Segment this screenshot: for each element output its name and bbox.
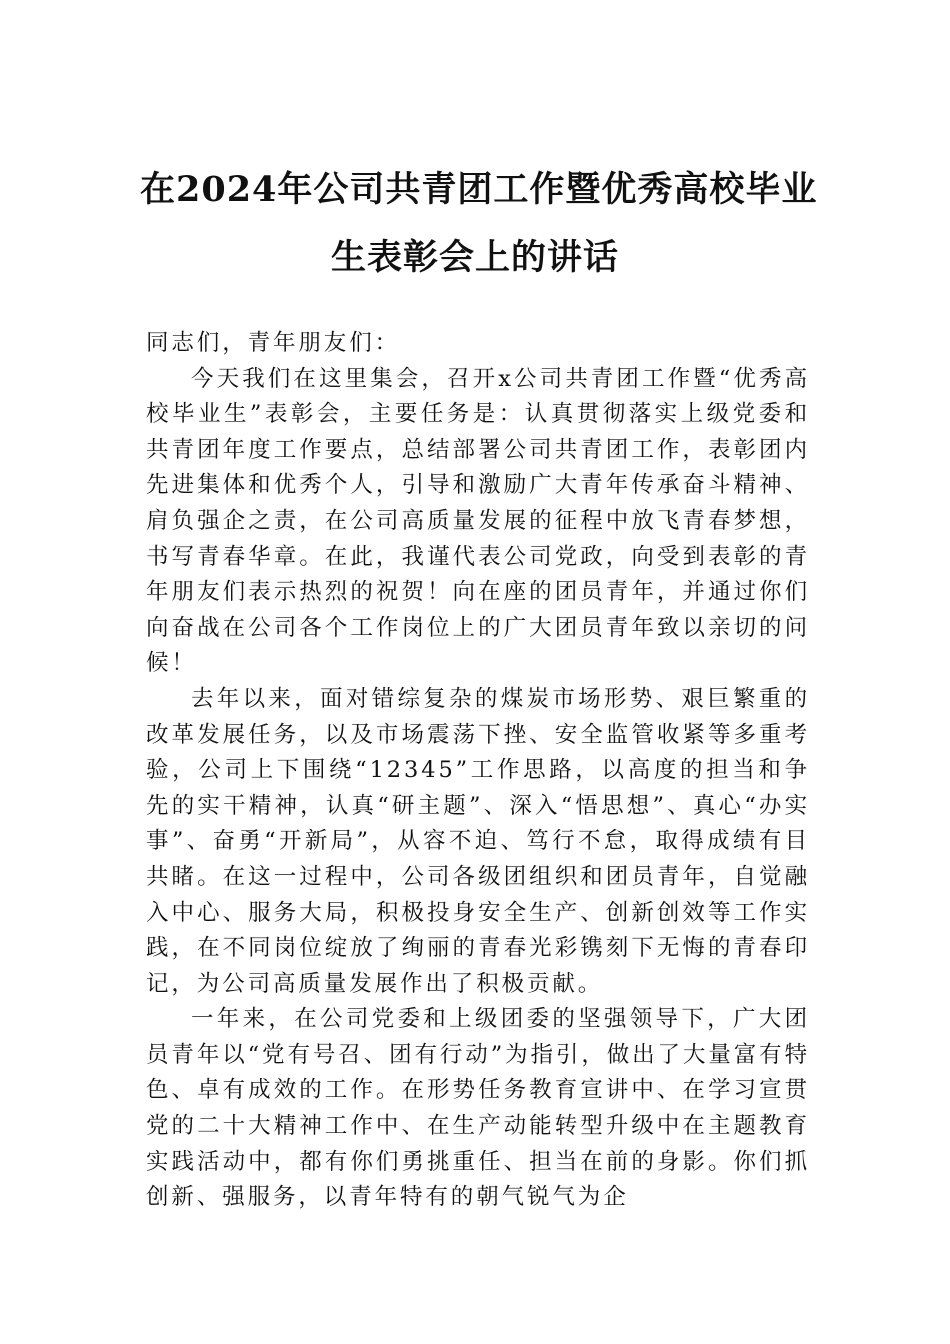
document-body	[146, 326, 810, 1216]
paragraph-2: 去年以来，面对错综复杂的煤炭市场形势、艰巨繁重的改革发展任务，以及市场震荡下挫、安全监管收紧等多重考验，公司上下围绕“12345”工作思路，以高度的担当和争先的实干精神，认真“研主题”、深入“悟思想”、真心“办实事”、奋勇“开新局”，从容不迫、笃行不怠，取得成绩有目共睹。在这一过程中，公司各级团组织和团员青年，自觉融入中心、服务大局，积极投身安全生产、创新创效等工作实践，在不同岗位绽放了绚丽的青春光彩镌刻下无悔的青春印记，为公司高质量发展作出了积极贡献。	[146, 685, 810, 997]
salutation: 同志们，青年朋友们：	[146, 330, 401, 356]
document-title-line-2: 生表彰会上的讲话	[330, 237, 619, 278]
paragraph-3: 一年来，在公司党委和上级团委的坚强领导下，广大团员青年以“党有号召、团有行动”为指引，做出了大量富有特色、卓有成效的工作。在形势任务教育宣讲中、在学习宣贯党的二十大精神工作中、在生产动能转型升级中在主题教育实践活动中，都有你们勇挑重任、担当在前的身影。你们抓创新、强服务，以青年特有的朝气锐气为企	[146, 1006, 810, 1211]
document-title-line-1: 在2024年公司共青团工作暨优秀高校毕业	[140, 169, 818, 210]
paragraph-1: 今天我们在这里集会，召开x公司共青团工作暨“优秀高校毕业生”表彰会，主要任务是：认真贯彻落实上级党委和共青团年度工作要点，总结部署公司共青团工作，表彰团内先进集体和优秀个人，引导和激励广大青年传承奋斗精神、肩负强企之责，在公司高质量发展的征程中放飞青春梦想，书写青春华章。在此，我谨代表公司党政，向受到表彰的青年朋友们表示热烈的祝贺！向在座的团员青年，并通过你们向奋战在公司各个工作岗位上的广大团员青年致以亲切的问候！	[146, 365, 810, 677]
